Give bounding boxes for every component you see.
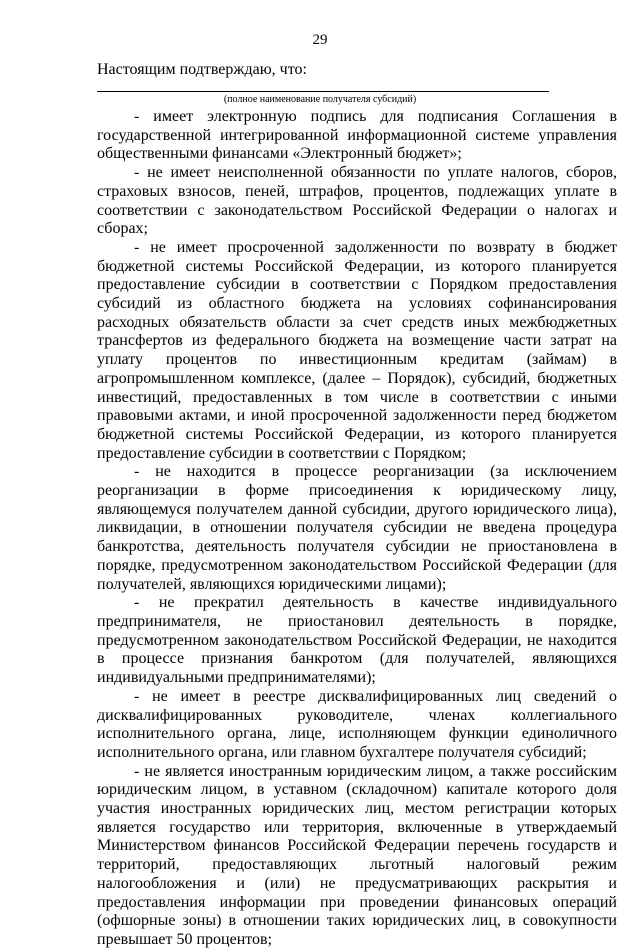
recipient-name-caption: (полное наименование получателя субсидий)	[223, 94, 417, 105]
confirmation-item: - не является иностранным юридическим лицом, а также российским юридическим лицом, в уставном (складочном) капитале которого доля участия иностранных юридических лиц, местом регистрации которых является государство или территория, включенные в утверждаемый Министерством финансов Российской Федерации перечень государств и территорий, предоставляющих льготный налоговый режим налогообложения и (или) не предусматривающих раскрытия и предоставления информации при проведении финансовых операций (офшорные зоны) в отношении таких юридических лиц, в совокупности превышает 50 процентов;	[97, 762, 617, 948]
recipient-name-fill-line	[97, 91, 549, 92]
confirmation-item: - имеет электронную подпись для подписания Соглашения в государственной интегрированной информационной системе управления общественными финансами «Электронный бюджет»;	[97, 108, 617, 163]
confirmation-item: - не имеет просроченной задолженности по возврату в бюджет бюджетной системы Российской Федерации, из которого планируется предоставление субсидии в соответствии с Порядком предоставления субсидий из областного бюджета на условиях софинансирования расходных обязательств области за счет средств иных межбюджетных трансфертов из федерального бюджета на возмещение части затрат на уплату процентов по инвестиционным кредитам (займам) в агропромышленном комплексе, (далее – Порядок), субсидий, бюджетных инвестиций, предоставленных в том числе в соответствии с иными правовыми актами, и иной просроченной задолженности перед бюджетом бюджетной системы Российской Федерации, из которого планируется предоставление субсидии в соответствии с Порядком;	[97, 238, 617, 462]
confirmation-list	[97, 108, 617, 950]
confirmation-item: - не имеет неисполненной обязанности по уплате налогов, сборов, страховых взносов, пеней, штрафов, процентов, подлежащих уплате в соответствии с законодательством Российской Федерации о налогах и сборах;	[97, 164, 617, 238]
confirmation-item: - не имеет в реестре дисквалифицированных лиц сведений о дисквалифицированных руководителе, членах коллегиального исполнительного органа, лице, исполняющем функции единоличного исполнительного органа, или главном бухгалтере получателя субсидий;	[97, 687, 617, 761]
confirmation-item: - не прекратил деятельность в качестве индивидуального предпринимателя, не приостановил деятельность в порядке, предусмотренном законодательством Российской Федерации, не находится в процессе признания банкротом (для получателей, являющихся индивидуальными предпринимателями);	[97, 594, 617, 687]
confirmation-item: - не находится в процессе реорганизации (за исключением реорганизации в форме присоединения к юридическому лицу, являющемуся получателем данной субсидии, другого юридического лица), ликвидации, в отношении получателя субсидии не введена процедура банкротства, деятельность получателя субсидии не приостановлена в порядке, предусмотренном законодательством Российской Федерации (для получателей, являющихся юридическими лицами);	[97, 463, 617, 593]
page-number: 29	[312, 32, 328, 48]
intro-statement: Настоящим подтверждаю, что:	[97, 61, 307, 78]
